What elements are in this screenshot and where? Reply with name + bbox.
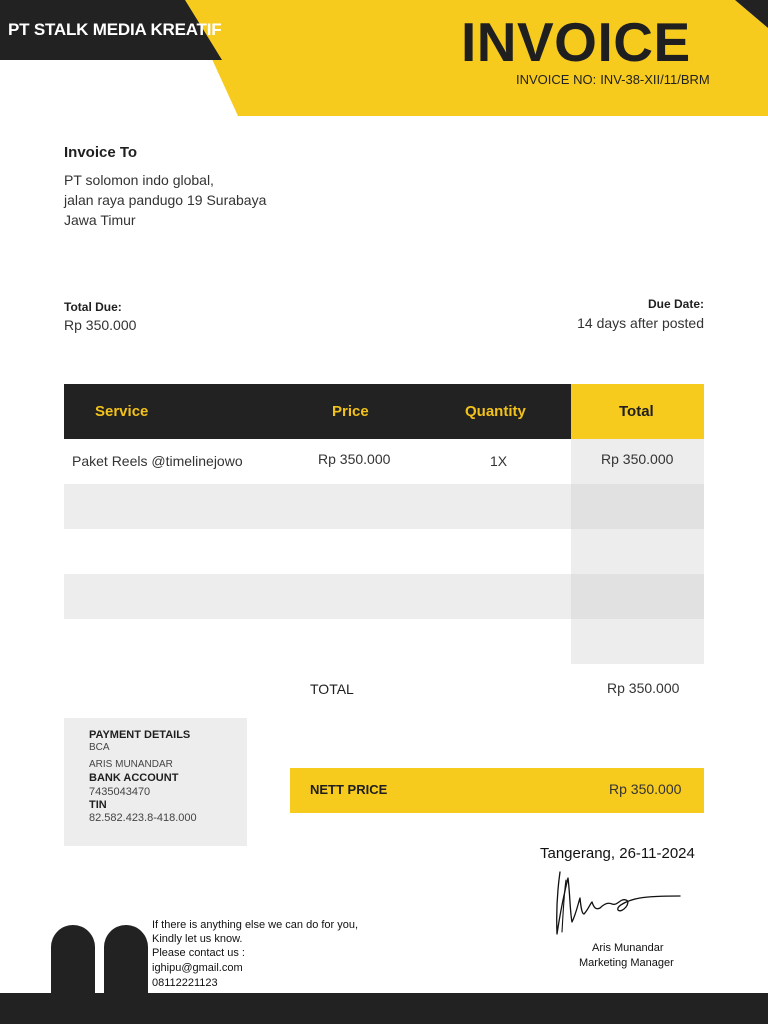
payment-bank: BCA	[89, 742, 110, 753]
due-date-value: 14 days after posted	[577, 315, 704, 331]
column-header-service: Service	[95, 403, 149, 420]
footer-line: Kindly let us know.	[152, 933, 243, 945]
tin-heading: TIN	[89, 799, 107, 811]
total-due-value: Rp 350.000	[64, 317, 137, 333]
footer-line: If there is anything else we can do for you,	[152, 919, 359, 931]
invoice-number-label: INVOICE NO:	[516, 72, 597, 87]
bill-to-line: jalan raya pandugo 19 Surabaya	[64, 192, 267, 208]
footer-line: Please contact us :	[152, 947, 245, 959]
footer-bar	[0, 993, 768, 1024]
invoice-number-value: INV-38-XII/11/BRM	[600, 72, 710, 87]
payment-details-heading: PAYMENT DETAILS	[89, 729, 191, 741]
bank-account-number: 7435043470	[89, 786, 151, 798]
table-row-total-band	[571, 484, 704, 529]
signature-image	[548, 864, 688, 940]
bill-to-line: Jawa Timur	[64, 212, 136, 228]
document-title: INVOICE	[461, 11, 691, 73]
place-and-date: Tangerang, 26-11-2024	[540, 845, 695, 862]
table-row-total-band	[571, 619, 704, 664]
tin-number: 82.582.423.8-418.000	[89, 812, 197, 824]
signatory-title: Marketing Manager	[579, 957, 674, 969]
table-row-total-band	[571, 529, 704, 574]
company-name: PT STALK MEDIA KREATIF	[8, 20, 222, 39]
total-value: Rp 350.000	[607, 680, 680, 696]
due-date-label: Due Date:	[647, 297, 704, 311]
bank-account-heading: BANK ACCOUNT	[89, 772, 179, 784]
total-label: TOTAL	[310, 681, 354, 697]
total-due-label: Total Due:	[64, 300, 122, 314]
invoice-number	[516, 72, 714, 87]
footer-phone: 08112221123	[152, 977, 218, 989]
nett-price-value: Rp 350.000	[609, 781, 682, 797]
payment-holder: ARIS MUNANDAR	[89, 759, 173, 770]
bill-to-line: PT solomon indo global,	[64, 172, 214, 188]
footer-email: ighipu@gmail.com	[152, 962, 243, 974]
row-service: Paket Reels @timelinejowo	[72, 453, 243, 469]
row-quantity: 1X	[490, 453, 508, 469]
column-header-price: Price	[332, 403, 369, 420]
signatory-name: Aris Munandar	[592, 942, 664, 954]
column-header-quantity: Quantity	[465, 403, 526, 420]
table-row-total-band	[571, 574, 704, 619]
row-total: Rp 350.000	[601, 451, 674, 467]
column-header-total: Total	[619, 403, 654, 420]
nett-price-label: NETT PRICE	[310, 782, 388, 797]
table-row-band	[64, 484, 571, 529]
row-price: Rp 350.000	[318, 451, 391, 467]
bill-to-title: Invoice To	[64, 144, 138, 161]
table-row-band	[64, 574, 571, 619]
